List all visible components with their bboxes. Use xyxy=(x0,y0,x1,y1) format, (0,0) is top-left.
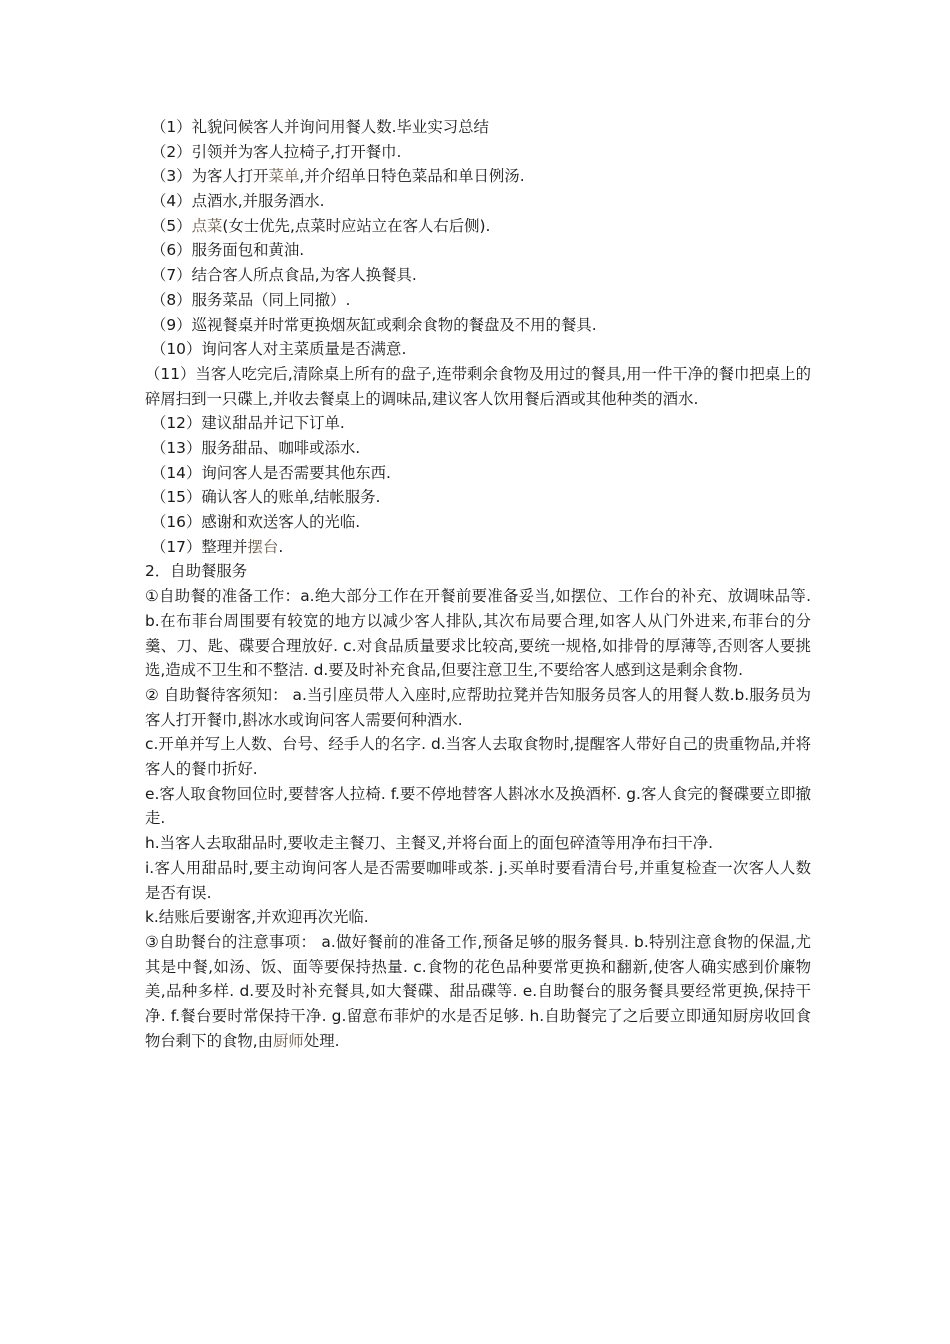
step-link[interactable]: 摆台 xyxy=(247,537,279,556)
step-text: （1）礼貌问候客人并询问用餐人数.毕业实习总结 xyxy=(151,118,489,136)
buffet-table-notes-paragraph xyxy=(145,930,811,1054)
step-text: （17）整理并 xyxy=(151,537,248,556)
service-step xyxy=(145,263,811,288)
document-page xyxy=(145,115,811,1053)
step-text-end: . xyxy=(278,537,284,556)
step-text: （14）询问客人是否需要其他东西. xyxy=(151,463,391,482)
service-step xyxy=(145,510,811,535)
step-text-end: ,并介绍单日特色菜品和单日例汤. xyxy=(299,167,525,186)
step-text: （12）建议甜品并记下订单. xyxy=(151,414,345,433)
step-text: （2）引领并为客人拉椅子,打开餐巾. xyxy=(151,142,402,161)
service-step xyxy=(145,214,811,239)
step-text: （4）点酒水,并服务酒水. xyxy=(151,192,325,211)
service-step xyxy=(145,288,811,313)
step-text: （13）服务甜品、咖啡或添水. xyxy=(151,438,361,457)
service-step xyxy=(145,436,811,461)
step-text: （7）结合客人所点食品,为客人换餐具. xyxy=(151,266,417,285)
step-link[interactable]: 菜单 xyxy=(268,167,300,186)
service-step xyxy=(145,140,811,165)
buffet-table-notes-end: 处理. xyxy=(303,1031,340,1050)
buffet-guest-notes-k: k.结账后要谢客,并欢迎再次光临. xyxy=(145,908,369,927)
step-text: （6）服务面包和黄油. xyxy=(151,241,305,260)
buffet-guest-notes-c: c.开单并写上人数、台号、经手人的名字. d.当客人去取食物时,提醒客人带好自己的贵重物品,并将客人的餐巾折好. xyxy=(145,735,811,779)
service-steps-continued xyxy=(145,411,811,559)
buffet-guest-notes-paragraph: ② 自助餐待客须知： a.当引座员带人入座时,应帮助拉凳并告知服务员客人的用餐人数.b.服务员为客人打开餐巾,斟冰水或询问客人需要何种酒水. xyxy=(145,685,811,729)
service-step xyxy=(145,461,811,486)
service-step xyxy=(145,313,811,338)
service-step xyxy=(145,115,811,140)
service-step xyxy=(145,485,811,510)
service-steps xyxy=(145,115,811,362)
buffet-preparation-paragraph: ①自助餐的准备工作：a.绝大部分工作在开餐前要准备妥当,如摆位、工作台的补充、放调味品等. b.在布菲台周围要有较宽的地方以减少客人排队,其次布局要合理,如客人从门外进来,布菲台的分羹、刀、匙、碟要合理放好. c.对食品质量要求比较高,要统一规格,如排骨的厚薄等,否则客人要挑选,造成不卫生和不整洁. d.要及时补充食品,但要注意卫生,不要给客人感到这是剩余食物. xyxy=(145,587,811,680)
step-text: （8）服务菜品（同上同撤）. xyxy=(151,290,351,309)
step-text-end: (女士优先,点菜时应站立在客人右后侧). xyxy=(222,216,491,235)
step-text: （10）询问客人对主菜质量是否满意. xyxy=(151,340,407,359)
step-text: （3）为客人打开 xyxy=(151,167,269,186)
section-heading: 2．自助餐服务 xyxy=(145,562,248,581)
step-text: （5） xyxy=(151,216,192,235)
service-step xyxy=(145,535,811,560)
service-step xyxy=(145,411,811,436)
service-step xyxy=(145,164,811,189)
step-11: （11）当客人吃完后,清除桌上所有的盘子,连带剩余食物及用过的餐具,用一件干净的餐巾把桌上的碎屑扫到一只碟上,并收去餐桌上的调味品,建议客人饮用餐后酒或其他种类的酒水. xyxy=(145,364,811,408)
step-link[interactable]: 点菜 xyxy=(191,216,223,235)
buffet-table-notes-text: ③自助餐台的注意事项： a.做好餐前的准备工作,预备足够的服务餐具. b.特别注意食物的保温,尤其是中餐,如汤、饭、面等要保持热量. c.食物的花色品种要常更换和翻新,使客人确实感到价廉物美,品种多样. d.要及时补充餐具,如大餐碟、甜品碟等. e.自助餐台的服务餐具要经常更换,保持干净. f.餐台要时常保持干净. g.留意布菲炉的水是否足够. h.自助餐完了之后要立即通知厨房收回食物台剩下的食物,由 xyxy=(145,932,811,1050)
step-text: （16）感谢和欢送客人的光临. xyxy=(151,513,361,532)
chef-link[interactable]: 厨师 xyxy=(273,1031,304,1050)
service-step xyxy=(145,337,811,362)
step-text: （9）巡视餐桌并时常更换烟灰缸或剩余食物的餐盘及不用的餐具. xyxy=(151,315,597,334)
buffet-guest-notes-i: i.客人用甜品时,要主动询问客人是否需要咖啡或茶. j.买单时要看清台号,并重复检查一次客人人数是否有误. xyxy=(145,858,811,902)
service-step xyxy=(145,238,811,263)
step-text: （15）确认客人的账单,结帐服务. xyxy=(151,488,381,507)
service-step xyxy=(145,189,811,214)
buffet-guest-notes-h: h.当客人去取甜品时,要收走主餐刀、主餐叉,并将台面上的面包碎渣等用净布扫干净. xyxy=(145,834,713,853)
buffet-guest-notes-e: e.客人取食物回位时,要替客人拉椅. f.要不停地替客人斟冰水及换酒杯. g.客人食完的餐碟要立即撤走. xyxy=(145,784,811,828)
